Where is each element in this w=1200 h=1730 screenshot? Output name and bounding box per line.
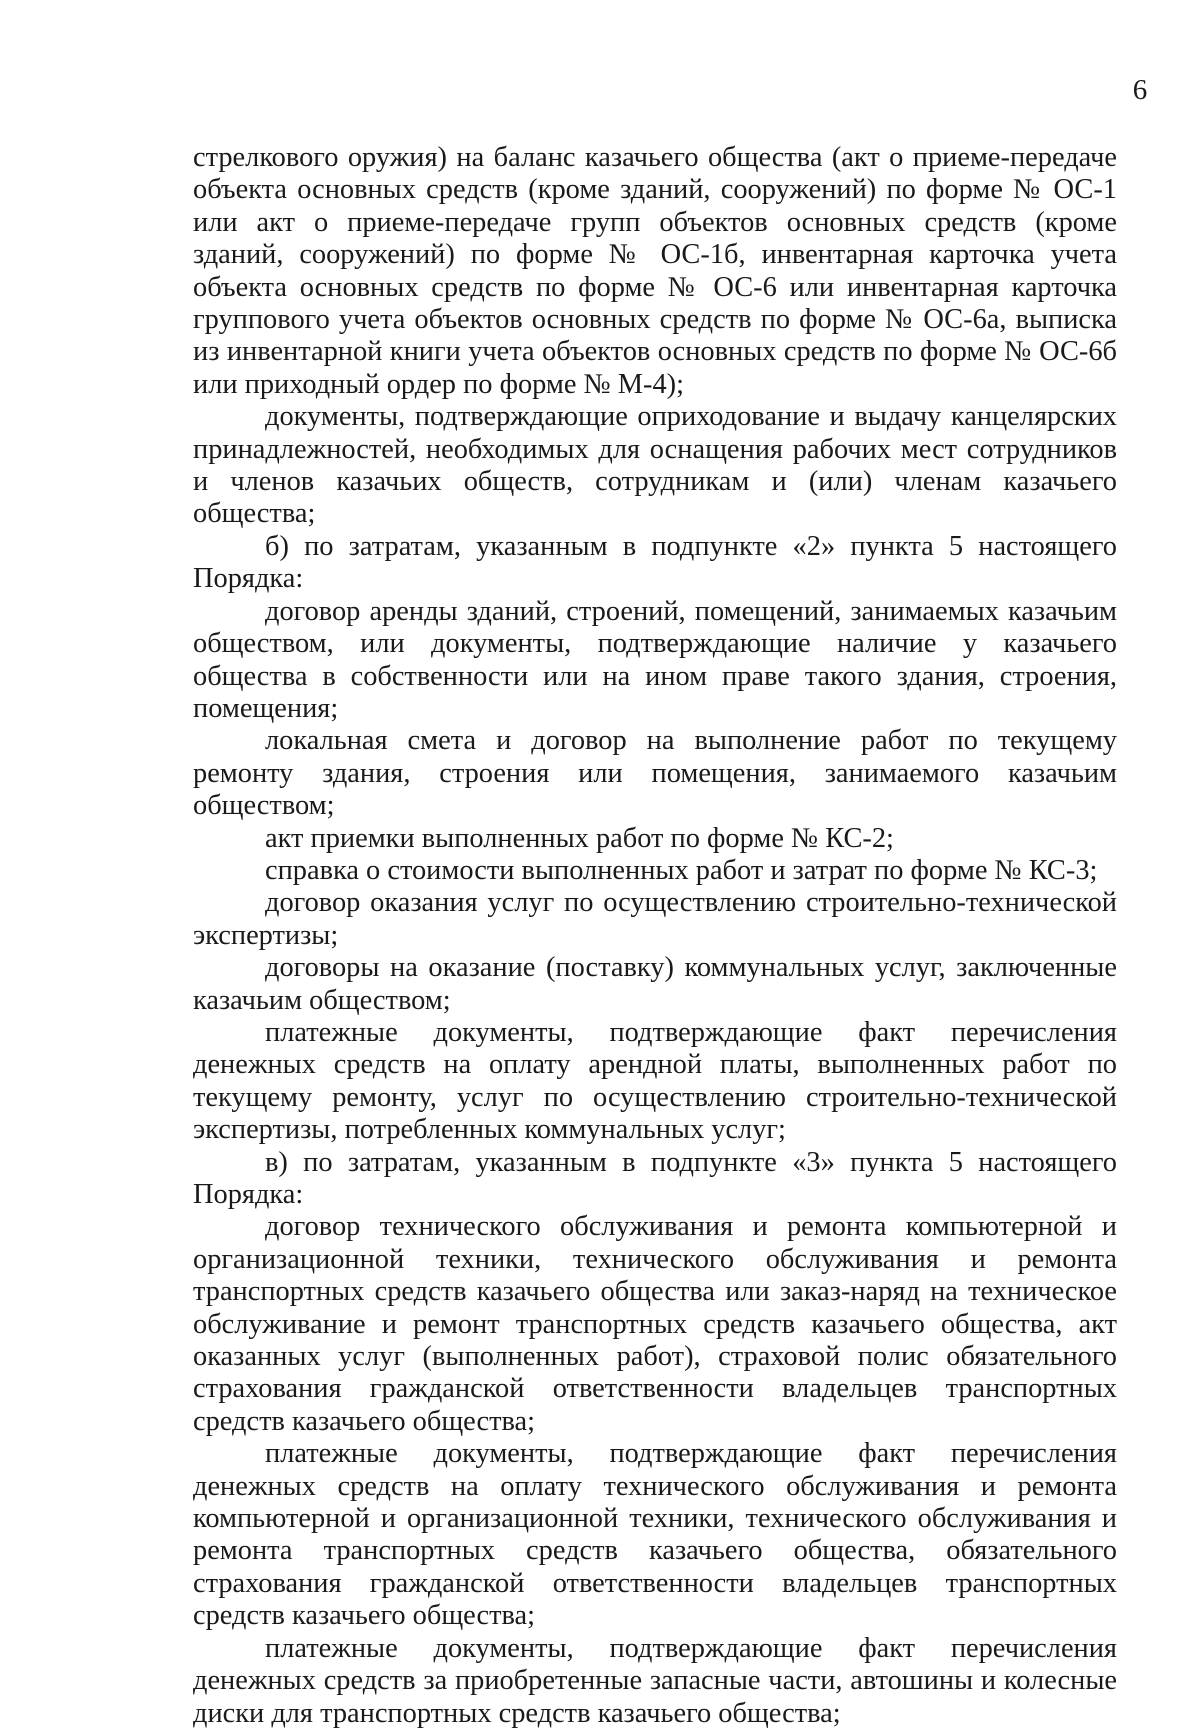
paragraph: документы, подтверждающие оприходование и выдачу канцелярских принадлежностей, необходимых для оснащения рабочих мест сотрудников и членов казачьих обществ, сотрудникам и (или) членам казачьего общества; (193, 401, 1117, 530)
paragraph: договор оказания услуг по осуществлению строительно-технической экспертизы; (193, 887, 1117, 951)
paragraph: договоры на оказание (поставку) коммунальных услуг, заключенные казачьим обществом; (193, 952, 1117, 1016)
document-body (193, 142, 1117, 1730)
page-number: 6 (1132, 74, 1148, 106)
paragraph: платежные документы, подтверждающие факт перечисления денежных средств на оплату технического обслуживания и ремонта компьютерной и организационной техники, технического обслуживания и ремонта транспортных средств казачьего общества, обязательного страхования гражданской ответственности владельцев транспортных средств казачьего общества; (193, 1438, 1117, 1632)
paragraph: локальная смета и договор на выполнение работ по текущему ремонту здания, строения или помещения, занимаемого казачьим обществом; (193, 725, 1117, 822)
paragraph: б) по затратам, указанным в подпункте «2» пункта 5 настоящего Порядка: (193, 530, 1117, 595)
paragraph: платежные документы, подтверждающие факт перечисления денежных средств на оплату арендной платы, выполненных работ по текущему ремонту, услуг по осуществлению строительно-технической экспертизы, потребленных коммунальных услуг; (193, 1016, 1117, 1146)
paragraph: в) по затратам, указанным в подпункте «3» пункта 5 настоящего Порядка: (193, 1146, 1117, 1210)
paragraph: договор аренды зданий, строений, помещений, занимаемых казачьим обществом, или документы, подтверждающие наличие у казачьего общества в собственности или на ином праве такого здания, строения, помещения; (193, 595, 1117, 724)
paragraph: акт приемки выполненных работ по форме № КС-2; (265, 822, 894, 854)
paragraph: справка о стоимости выполненных работ и затрат по форме № КС-3; (265, 854, 1098, 886)
paragraph: платежные документы, подтверждающие факт перечисления денежных средств за приобретенные запасные части, автошины и колесные диски для транспортных средств казачьего общества; (193, 1632, 1117, 1729)
paragraph: стрелкового оружия) на баланс казачьего общества (акт о приеме-передаче объекта основных средств (кроме зданий, сооружений) по форме № ОС-1 или акт о приеме-передаче групп объектов основных средств (кроме зданий, сооружений) по форме № ОС-1б, инвентарная карточка учета объекта основных средств по форме № ОС-6 или инвентарная карточка группового учета объектов основных средств по форме № ОС-6а, выписка из инвентарной книги учета объектов основных средств по форме № ОС-6б или приходный ордер по форме № М-4); (193, 142, 1117, 400)
paragraph: договор технического обслуживания и ремонта компьютерной и организационной техники, технического обслуживания и ремонта транспортных средств казачьего общества или заказ-наряд на техническое обслуживание и ремонт транспортных средств казачьего общества, акт оказанных услуг (выполненных работ), страховой полис обязательного страхования гражданской ответственности владельцев транспортных средств казачьего общества; (193, 1211, 1117, 1437)
